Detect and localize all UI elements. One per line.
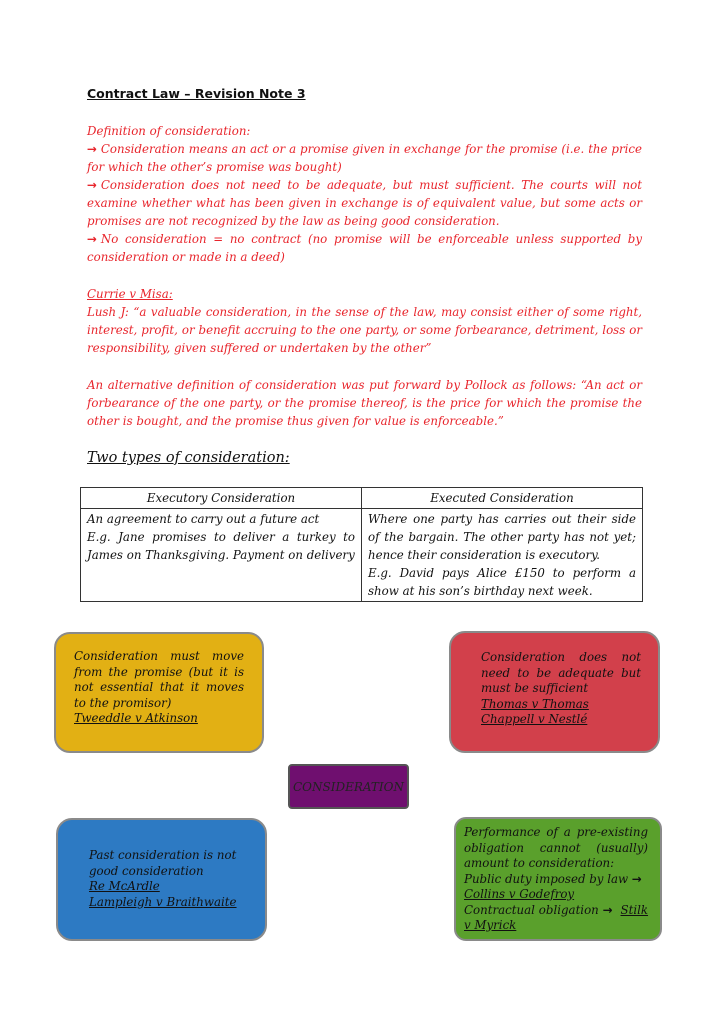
case-lampleigh-v-braithwaite: Lampleigh v Braithwaite xyxy=(89,894,237,909)
case-collins-v-godefroy: Collins v Godefroy xyxy=(464,887,575,901)
case-currie-v-misa: Currie v Misa: xyxy=(87,287,173,301)
arrow-icon: → xyxy=(87,142,97,156)
box-pre-existing-obligation: Performance of a pre-existing obligation cannot (usually) amount to consideration: Public duty imposed by law → Collins v Godefroy Contractual obligation → Stilk v Myrick xyxy=(454,817,662,941)
box-move-from-promisee: Consideration must move from the promise (but it is not essential that it moves to the promisor) Tweeddle v Atkinson xyxy=(54,632,264,753)
two-types-heading: Two types of consideration: xyxy=(87,450,290,466)
case-thomas-v-thomas: Thomas v Thomas xyxy=(481,696,589,711)
definition-point-1: → Consideration means an act or a promise given in exchange for the promise (i.e. the price for which the other’s promise was bought) xyxy=(87,142,642,174)
box-past-consideration: Past consideration is not good consideration Re McArdle Lampleigh v Braithwaite xyxy=(56,818,267,941)
lush-quote: Lush J: “a valuable consideration, in the sense of the law, may consist either of some right, interest, profit, or benefit accruing to the one party, or some forbearance, detriment, loss or responsibility, given suffered or undertaken by the other” xyxy=(87,305,642,355)
box-adequate-sufficient: Consideration does not need to be adequate but must be sufficient Thomas v Thomas Chappell v Nestlé xyxy=(449,631,660,753)
definition-point-2: → Consideration does not need to be adequate, but must sufficient. The courts will not examine whether what has been given in exchange is of equivalent value, but some acts or promises are not recognized by the law as being good consideration. xyxy=(87,178,642,228)
consideration-types-table xyxy=(80,487,643,602)
definition-section xyxy=(87,122,642,266)
arrow-icon: → xyxy=(87,232,97,246)
currie-section xyxy=(87,285,642,357)
pollock-paragraph: An alternative definition of consideration was put forward by Pollock as follows: “An act or forbearance of the one party, or the promise thereof, is the price for which the promise the other is bought, and the promise thus given for value is enforceable.” xyxy=(87,378,642,428)
table-row xyxy=(81,509,643,602)
consideration-center-box: CONSIDERATION xyxy=(288,764,409,809)
table-cell-executed: Where one party has carries out their side of the bargain. The other party has not yet; hence their consideration is executory. E.g. David pays Alice £150 to perform a show at his son’s birthday next week. xyxy=(362,509,643,602)
arrow-icon: → xyxy=(631,871,642,886)
table-header: Executory Consideration xyxy=(81,488,362,509)
arrow-icon: → xyxy=(602,902,613,917)
case-chappell-v-nestle: Chappell v Nestlé xyxy=(481,712,588,726)
case-re-mcardle: Re McArdle xyxy=(89,879,160,893)
definition-heading: Definition of consideration: xyxy=(87,124,251,138)
definition-point-3: → No consideration = no contract (no promise will be enforceable unless supported by consideration or made in a deed) xyxy=(87,232,642,264)
case-stilk-v-myrick: Stilk v Myrick xyxy=(464,902,649,932)
table-header: Executed Consideration xyxy=(362,488,643,509)
case-tweeddle-v-atkinson: Tweeddle v Atkinson xyxy=(74,711,198,725)
page-title: Contract Law – Revision Note 3 xyxy=(87,86,306,101)
table-cell-executory: An agreement to carry out a future act E.g. Jane promises to deliver a turkey to James on Thanksgiving. Payment on delivery xyxy=(81,509,362,602)
arrow-icon: → xyxy=(87,178,97,192)
table-header-row xyxy=(81,488,643,509)
